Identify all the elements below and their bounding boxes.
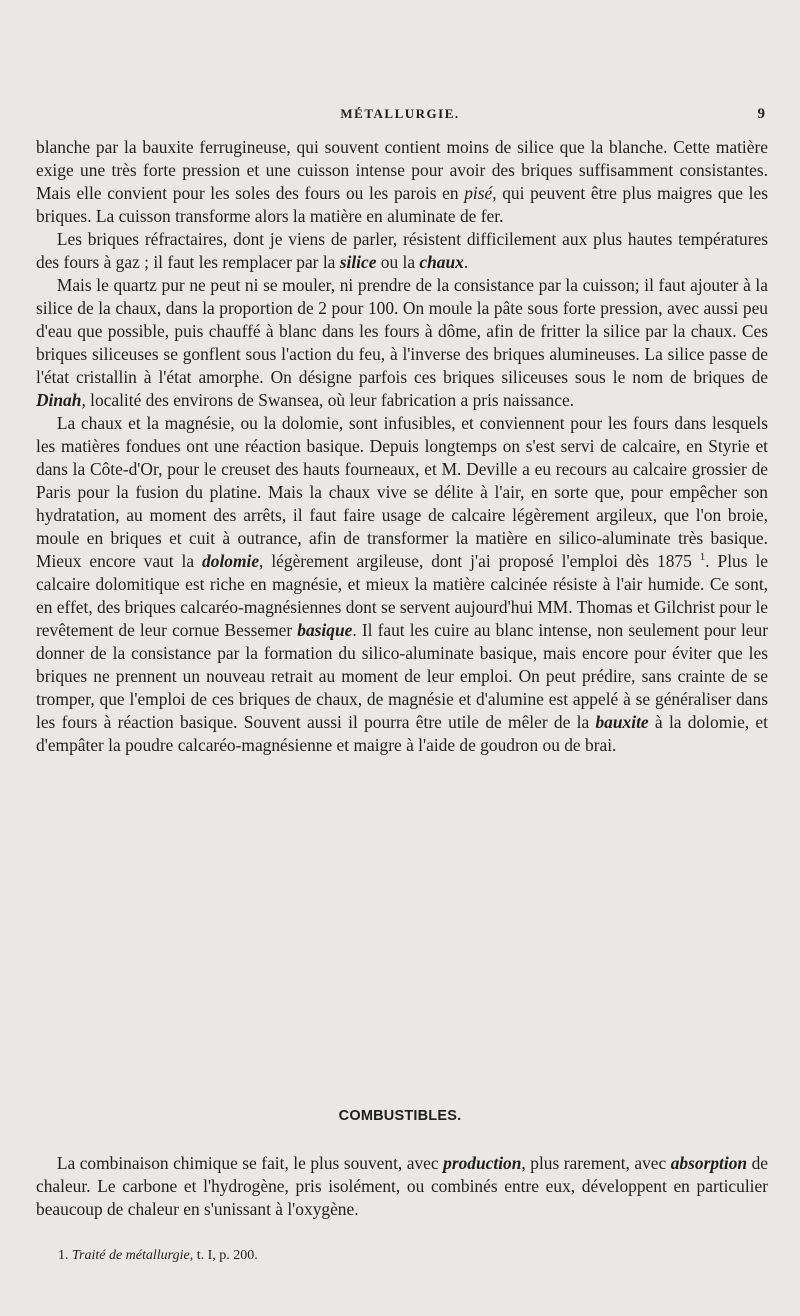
text-run: Les briques réfractaires, dont je viens de parler, résistent difficilement aux plus hautes températures des fours à gaz ; il faut les remplacer par la: [36, 229, 768, 272]
running-title: MÉTALLURGIE.: [340, 106, 460, 121]
footnote: [58, 1247, 258, 1265]
emphasis: [671, 1153, 747, 1173]
running-head: [0, 106, 800, 130]
section-text: [36, 1152, 768, 1221]
text-run: , localité des environs de Swansea, où leur fabrication a pris naissance.: [81, 390, 575, 410]
emphasis-text: chaux: [419, 252, 464, 272]
text-run: à la dolomie, et d'empâter la poudre calcaréo-magnésienne et maigre à l'aide de goudron ou de brai.: [36, 712, 768, 755]
text-run: Mais le quartz pur ne peut ni se mouler, ni prendre de la consistance par la cuisson; il faut ajouter à la silice de la chaux, dans la proportion de 2 pour 100. On moule la pâte sous forte pression, avec aussi peu d'eau que possible, puis chauffé à blanc dans les fours à dôme, afin de fritter la silice par la chaux. Ces briques siliceuses se gonflent sous l'action du feu, à l'inverse des briques alumineuses. La silice passe de l'état cristallin à l'état amorphe. On désigne parfois ces briques siliceuses sous le nom de briques de: [36, 275, 768, 387]
emphasis-text: basique: [297, 620, 353, 640]
emphasis: [36, 390, 81, 410]
emphasis: [202, 551, 259, 571]
emphasis: [297, 620, 352, 640]
text-run: de chaleur. Le carbone et l'hydrogène, pris isolément, ou combinés entre eux, développent en particulier beaucoup de chaleur en s'unissant à l'oxygène.: [36, 1153, 769, 1219]
section-paragraph: [36, 1152, 768, 1221]
emphasis-text: bauxite: [595, 712, 649, 732]
emphasis: [340, 252, 377, 272]
text-run: . Plus le calcaire dolomitique est riche en magnésie, et mieux la matière calcinée résiste à l'air humide. Ce sont, en effet, des briques calcaréo-magnésiennes dont se servent aujourd'hui MM. Thomas et Gilchrist pour le revêtement de leur cornue Bessemer: [36, 551, 769, 640]
text-run: ou la: [376, 252, 420, 272]
emphasis-text: production: [443, 1153, 522, 1173]
emphasis: [595, 712, 648, 732]
text-run: . Il faut les cuire au blanc intense, non seulement pour leur donner de la consistance par la formation du silico-aluminate basique, mais encore pour éviter que les briques ne prennent un nouveau retrait au moment de leur emploi. On peut prédire, sans crainte de se tromper, que l'emploi de ces briques de chaux, de magnésie et d'alumine est appelé à se généraliser dans les fours à réaction basique. Souvent aussi il pourra être utile de mêler de la: [36, 620, 768, 732]
paragraph-2: [36, 228, 768, 274]
text-run: La combinaison chimique se fait, le plus souvent, avec: [56, 1153, 444, 1173]
footnote-title: Traité de métallurgie: [72, 1248, 190, 1263]
emphasis: [443, 1153, 521, 1173]
footnote-ref: 1: [699, 551, 706, 564]
paragraph-3: [36, 274, 768, 412]
footnote-marker: 1.: [58, 1248, 69, 1263]
page-number: 9: [757, 106, 765, 122]
text-run: , légèrement argileuse, dont j'ai proposé l'emploi dès 1875: [259, 551, 700, 571]
paragraph-1: [36, 136, 768, 228]
emphasis: [419, 252, 463, 272]
emphasis-text: absorption: [670, 1153, 748, 1173]
footnote-reference: , t. I, p. 200.: [189, 1248, 258, 1263]
body-text: [36, 136, 768, 757]
text-run: , plus rarement, avec: [521, 1153, 671, 1173]
text-run: , qui peuvent être plus maigres que les briques. La cuisson transforme alors la matière en aluminate de fer.: [36, 183, 768, 226]
section-heading: COMBUSTIBLES.: [338, 1108, 462, 1124]
emphasis-text: silice: [339, 252, 377, 272]
text-run: La chaux et la magnésie, ou la dolomie, sont infusibles, et conviennent pour les fours dans lesquels les matières fondues ont une réaction basique. Depuis longtemps on s'est servi de calcaire, en Styrie et dans la Côte-d'Or, pour le creuset des hauts fourneaux, et M. Deville a eu recours au calcaire grossier de Paris pour la fusion du platine. Mais la chaux vive se délite à l'air, en sorte que, pour empêcher son hydratation, au moment des arrêts, il faut faire usage de calcaire légèrement argileux, que l'on broie, moule en briques et cuit à outrance, afin de transformer la matière en silico-aluminate très basique. Mieux encore vaut la: [36, 413, 768, 571]
text-run: .: [463, 252, 469, 272]
text-run: blanche par la bauxite ferrugineuse, qui souvent contient moins de silice que la blanche. Cette matière exige une très forte pression et une cuisson intense pour avoir des briques suffisamment consistantes. Mais elle convient pour les soles des fours ou les parois en: [36, 137, 768, 203]
emphasis-text: dolomie: [202, 551, 260, 571]
emphasis-text: Dinah: [36, 390, 82, 410]
paragraph-4: [36, 412, 768, 757]
emphasis: pisé: [464, 183, 493, 203]
